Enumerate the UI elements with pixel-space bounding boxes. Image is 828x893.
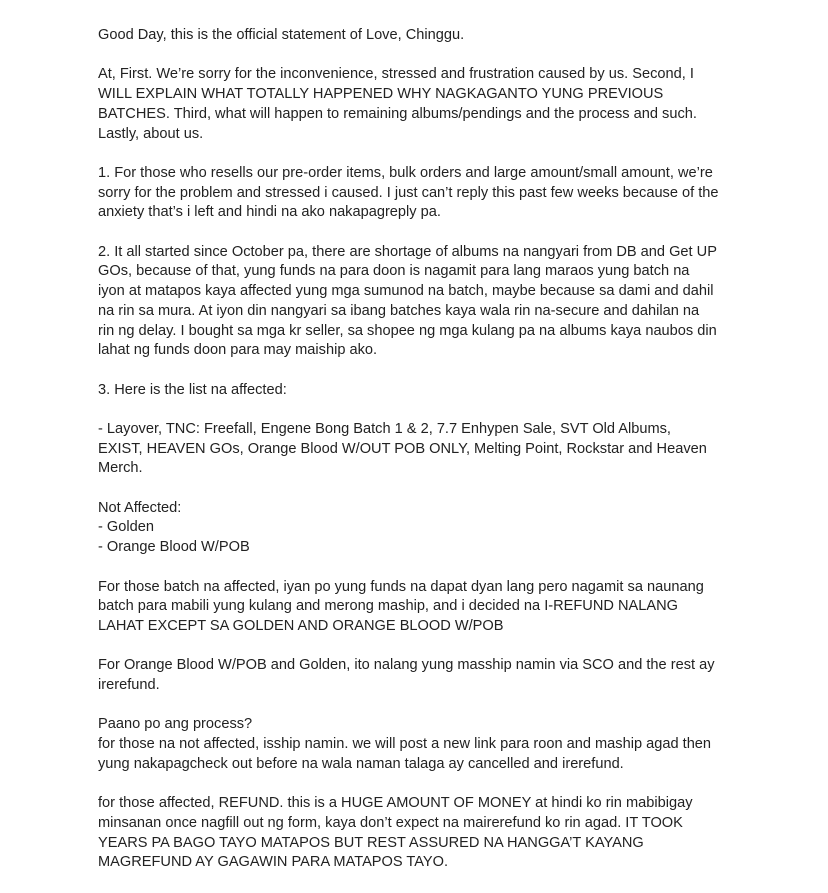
document-body bbox=[98, 26, 738, 893]
paragraph bbox=[98, 656, 738, 695]
paragraph bbox=[98, 420, 738, 479]
paragraph bbox=[98, 381, 738, 401]
paragraph bbox=[98, 26, 738, 46]
text-line: Lastly, about us. bbox=[98, 125, 204, 142]
text-line: BATCHES. Third, what will happen to remaining albums/pendings and the process and such. bbox=[98, 105, 697, 122]
text-line: 3. Here is the list na affected: bbox=[98, 381, 287, 398]
text-line: - Golden bbox=[98, 519, 154, 536]
text-line: for those na not affected, isship namin. we will post a new link para roon and maship agad then bbox=[98, 736, 712, 753]
text-line: EXIST, HEAVEN GOs, Orange Blood W/OUT POB ONLY, Melting Point, Rockstar and Heaven bbox=[98, 440, 707, 457]
text-line: na rin sa mura. At iyon din nangyari sa ibang batches kaya wala rin na-secure and dahilan na bbox=[98, 302, 700, 319]
paragraph bbox=[98, 499, 738, 558]
paragraph bbox=[98, 794, 738, 873]
text-line: for those affected, REFUND. this is a HUGE AMOUNT OF MONEY at hindi ko rin mabibigay bbox=[98, 795, 693, 812]
text-line: YEARS PA BAGO TAYO MATAPOS BUT REST ASSURED NA HANGGA’T KAYANG bbox=[98, 834, 644, 851]
text-line: 2. It all started since October pa, there are shortage of albums na nangyari from DB and Get UP bbox=[98, 243, 717, 260]
text-line: iyon at matapos kaya affected yung mga sumunod na batch, maybe because sa dami and dahil bbox=[98, 283, 714, 300]
paragraph bbox=[98, 578, 738, 637]
text-line: sorry for the problem and stressed i caused. I just can’t reply this past few weeks because of the bbox=[98, 184, 719, 201]
text-line: batch para mabili yung kulang and merong maship, and i decided na I-REFUND NALANG bbox=[98, 598, 678, 615]
text-line: Good Day, this is the official statement of Love, Chinggu. bbox=[98, 27, 465, 43]
text-line: MAGREFUND AY GAGAWIN PARA MATAPOS TAYO. bbox=[98, 854, 449, 871]
text-line: Paano po ang process? bbox=[98, 716, 253, 733]
text-line: minsanan once nagfill out ng form, kaya don’t expect na mairerefund ko rin agad. IT TOOK bbox=[98, 814, 683, 831]
paragraph bbox=[98, 715, 738, 774]
text-line: irerefund. bbox=[98, 677, 160, 694]
text-line: WILL EXPLAIN WHAT TOTALLY HAPPENED WHY NAGKAGANTO YUNG PREVIOUS bbox=[98, 86, 664, 103]
text-line: Merch. bbox=[98, 460, 143, 477]
text-line: - Orange Blood W/POB bbox=[98, 539, 250, 556]
text-line: yung nakapagcheck out before na wala naman talaga ay cancelled and irerefund. bbox=[98, 755, 624, 772]
text-line: For those batch na affected, iyan po yung funds na dapat dyan lang pero nagamit sa naunang bbox=[98, 578, 704, 595]
paragraph bbox=[98, 164, 738, 223]
text-line: GOs, because of that, yung funds na para doon is nagamit para lang maraos yung batch na bbox=[98, 263, 690, 280]
text-line: anxiety that’s i left and hindi na ako nakapagreply pa. bbox=[98, 204, 441, 221]
paragraph bbox=[98, 65, 738, 144]
text-line: rin ng delay. I bought sa mga kr seller, sa shopee ng mga kulang pa na albums kaya naubos din bbox=[98, 322, 717, 339]
text-line: LAHAT EXCEPT SA GOLDEN AND ORANGE BLOOD W/POB bbox=[98, 617, 504, 634]
text-line: lahat ng funds doon para may maiship ako. bbox=[98, 342, 378, 359]
text-line: 1. For those who resells our pre-order items, bulk orders and large amount/small amount, we’re bbox=[98, 164, 713, 181]
paragraph bbox=[98, 243, 738, 361]
text-line: Not Affected: bbox=[98, 499, 182, 516]
text-line: - Layover, TNC: Freefall, Engene Bong Batch 1 & 2, 7.7 Enhypen Sale, SVT Old Albums, bbox=[98, 420, 671, 437]
text-line: At, First. We’re sorry for the inconvenience, stressed and frustration caused by us. Second, I bbox=[98, 66, 694, 83]
text-line: For Orange Blood W/POB and Golden, ito nalang yung masship namin via SCO and the rest ay bbox=[98, 657, 715, 674]
